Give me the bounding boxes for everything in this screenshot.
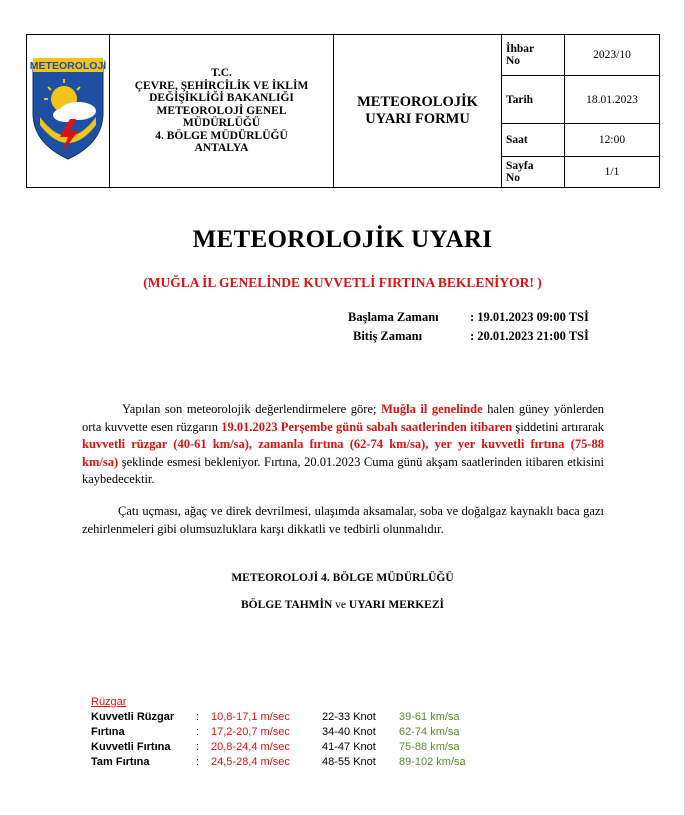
legend-knot: 34-40 Knot (322, 726, 376, 738)
field-value-ihbar-no: 2023/10 (565, 35, 660, 76)
legend-name: Fırtına (91, 726, 125, 738)
legend-name: Kuvvetli Fırtına (91, 741, 171, 753)
legend-ms: 10,8-17,1 m/sec (211, 711, 290, 723)
legend-kmh: 62-74 km/sa (399, 726, 460, 738)
legend-ms: 20,8-24,4 m/sec (211, 741, 290, 753)
sig-part: UYARI MERKEZİ (348, 599, 444, 611)
page-title: METEOROLOJİK UYARI (192, 226, 493, 253)
wind-scale-legend (91, 696, 466, 771)
form-header-table (26, 34, 660, 188)
legend-kmh: 75-88 km/sa (399, 741, 460, 753)
legend-knot: 48-55 Knot (322, 756, 376, 768)
legend-title: Rüzgar (91, 696, 127, 708)
legend-colon: : (196, 711, 200, 723)
org-line: ÇEVRE, ŞEHİRCİLİK VE İKLİM (134, 79, 309, 92)
org-line: DEĞİŞİKLİĞİ BAKANLIĞI (149, 92, 294, 105)
label-line: Saat (506, 134, 528, 146)
logo-cell (27, 35, 110, 188)
field-value-sayfa-no: 1/1 (565, 157, 660, 188)
para-text: şeklinde esmesi bekleniyor. Fırtına, 20.01.2023 Cuma günü akşam saatlerinden itibaren etkisini kaybedecektir. (82, 454, 604, 486)
org-line: ANTALYA (194, 142, 249, 155)
end-time-value: : 20.01.2023 21:00 TSİ (470, 329, 589, 343)
legend-knot: 22-33 Knot (322, 711, 376, 723)
meteoroloji-logo (30, 55, 106, 163)
end-time-label: Bitiş Zamanı (353, 329, 423, 343)
label-line: No (506, 172, 521, 184)
form-title-line: METEOROLOJİK (357, 94, 478, 110)
warning-subtitle: (MUĞLA İL GENELİNDE KUVVETLİ FIRTINA BEKLENİYOR! ) (143, 275, 542, 290)
org-line: T.C. (211, 67, 232, 80)
org-line: METEOROLOJİ GENEL (156, 104, 287, 117)
sig-connector: ve (332, 599, 349, 611)
field-value-saat: 12:00 (565, 124, 660, 157)
start-time-label: Başlama Zamanı (348, 310, 439, 324)
para-text: şiddetini artırarak (512, 419, 604, 434)
legend-ms: 24,5-28,4 m/sec (211, 756, 290, 768)
org-line: MÜDÜRLÜĞÜ (182, 117, 261, 130)
field-label-ihbar-no (502, 35, 565, 76)
field-label-tarih (502, 76, 565, 124)
signature-line-1: METEOROLOJİ 4. BÖLGE MÜDÜRLÜĞÜ (231, 572, 454, 584)
form-title-line: UYARI FORMU (365, 111, 470, 127)
signature-line-2 (0, 599, 685, 611)
legend-colon: : (196, 741, 200, 753)
legend-row (91, 711, 460, 726)
legend-row (91, 726, 460, 741)
legend-colon: : (196, 726, 200, 738)
precaution-paragraph: Çatı uçması, ağaç ve direk devrilmesi, ulaşımda aksamalar, soba ve doğalgaz kaynaklı baca gazı zehirlenmeleri gibi olumsuzluklara karşı dikkatli ve tedbirli olunmalıdır. (82, 504, 604, 536)
legend-kmh: 89-102 km/sa (399, 756, 466, 768)
legend-name: Tam Fırtına (91, 756, 150, 768)
sig-part: BÖLGE TAHMİN (241, 599, 333, 611)
org-line: 4. BÖLGE MÜDÜRLÜĞÜ (155, 129, 288, 142)
legend-row (91, 756, 466, 771)
legend-name: Kuvvetli Rüzgar (91, 711, 175, 723)
para-text: halen güney yönlerden orta kuvvette esen rüzgarın (82, 402, 604, 434)
legend-row (91, 741, 460, 756)
legend-colon: : (196, 756, 200, 768)
para-highlight: kuvvetli rüzgar (40-61 km/sa), zamanla fırtına (62-74 km/sa), yer yer kuvvetli fırtına (75-88 km/sa) (82, 437, 604, 469)
start-time-value: : 19.01.2023 09:00 TSİ (470, 310, 589, 324)
organization-cell (110, 35, 334, 188)
para-highlight: 19.01.2023 Perşembe günü sabah saatlerinden itibaren (221, 419, 513, 434)
label-line: Sayfa (506, 160, 534, 172)
label-line: Tarih (506, 93, 534, 106)
label-line: No (506, 55, 521, 67)
label-line: İhbar (506, 43, 535, 55)
field-value-tarih: 18.01.2023 (565, 76, 660, 124)
legend-ms: 17,2-20,7 m/sec (211, 726, 290, 738)
legend-knot: 41-47 Knot (322, 741, 376, 753)
legend-kmh: 39-61 km/sa (399, 711, 460, 723)
warning-paragraph (82, 401, 604, 489)
field-label-saat (502, 124, 565, 157)
logo-text: METEOROLOJİ (30, 59, 106, 72)
field-label-sayfa-no (502, 157, 565, 188)
para-highlight: Muğla il genelinde (381, 402, 483, 416)
form-title-cell (334, 35, 502, 188)
para-text: Yapılan son meteorolojik değerlendirmelere göre; (122, 402, 382, 416)
